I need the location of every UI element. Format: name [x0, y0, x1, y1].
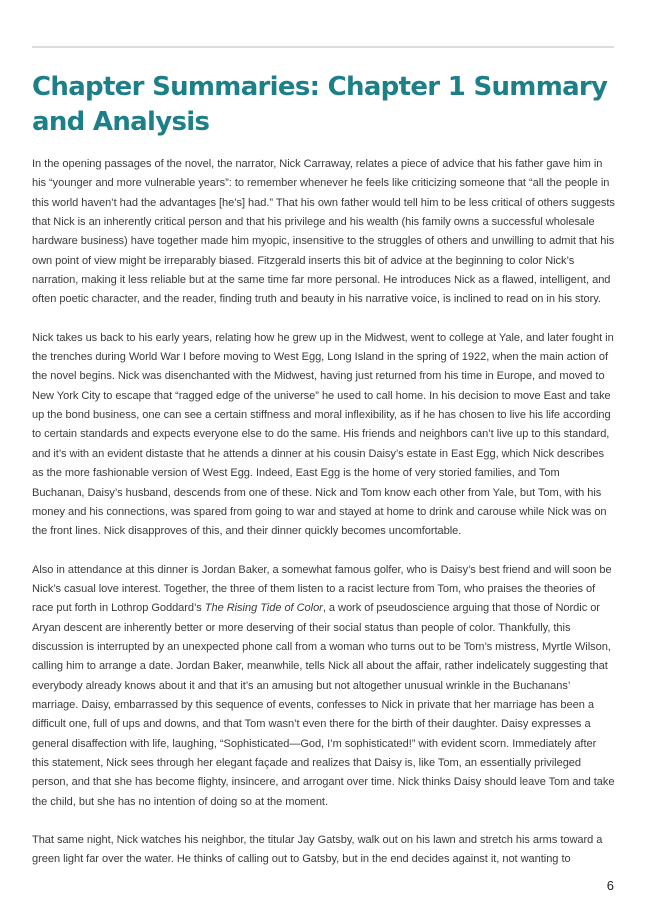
paragraph-3-text-before: Also in attendance at this dinner is Jordan Baker, a somewhat famous golfer, who is Daisy’s best friend and will soon be Nick’s casual love interest. Together, the three of them listen to a racist lecture from Tom, who praises the theories of race put forth in Lothrop Goddard’s: [32, 563, 612, 615]
document-body: [32, 155, 615, 889]
paragraph-2: Nick takes us back to his early years, relating how he grew up in the Midwest, went to college at Yale, and later fought in the trenches during World War I before moving to West Egg, Long Island in the spring of 1922, when the main action of the novel begins. Nick was disenchanted with the Midwest, having just returned from his time in Europe, and moved to New York City to escape that “ragged edge of the universe” he used to call home. In his decision to move East and take up the bond business, one can see a certain stiffness and moral inflexibility, as if he has chosen to live his life according to certain standards and expects everyone else to do the same. His friends and neighbors can’t live up to this standard, and it’s with an evident distaste that he attends a dinner at his cousin Daisy’s estate in East Egg, which Nick describes as the more fashionable version of West Egg. Indeed, East Egg is the home of very storied families, and Tom Buchanan, Daisy’s husband, descends from one of these. Nick and Tom know each other from Yale, but Tom, with his money and his connections, was spared from going to war and stayed at home to drink and carouse while Nick was on the front lines. Nick disapproves of this, and their dinner quickly becomes uncomfortable.: [32, 331, 614, 538]
paragraph-3-text-after: , a work of pseudoscience arguing that those of Nordic or Aryan descent are inherently better or more deserving of their social status than people of color. Thankfully, this discussion is interrupted by an unexpected phone call from a woman who turns out to be Tom’s mistress, Myrtle Wilson, calling him to arrange a date. Jordan Baker, meanwhile, tells Nick all about the affair, rather indelicately suggesting that everybody already knows about it and that it’s an amusing but not altogether unusual wrinkle in the Buchanans’ marriage. Daisy, embarrassed by this sequence of events, confesses to Nick in private that her marriage has been a difficult one, full of ups and downs, and that Tom wasn’t even there for the birth of their daughter. Daisy expresses a general disaffection with life, laughing, “Sophisticated—God, I’m sophisticated!” with evident scorn. Immediately after this statement, Nick sees through her elegant façade and realizes that Daisy is, like Tom, an essentially privileged person, and that she has become flighty, insincere, and arrogant over time. Nick thinks Daisy should leave Tom and take the child, but she has no intention of doing so at the moment.: [32, 602, 615, 808]
paragraph-3: [32, 561, 615, 812]
page-title: Chapter Summaries: Chapter 1 Summary and Analysis: [32, 72, 608, 137]
paragraph-4: That same night, Nick watches his neighbor, the titular Jay Gatsby, walk out on his lawn and stretch his arms toward a green light far over the water. He thinks of calling out to Gatsby, but in the end decides against it, not wanting to: [32, 834, 603, 866]
paragraph-1: In the opening passages of the novel, the narrator, Nick Carraway, relates a piece of advice that his father gave him in his “younger and more vulnerable years”: to remember whenever he feels like criticizing someone that “all the people in this world haven’t had the advantages [he’s] had.” That his own father would tell him to be less critical of others suggests that Nick is an inherently critical person and that his privilege and his wealth (his family owns a successful wholesale hardware business) have together made him myopic, insensitive to the struggles of others and unwilling to admit that his own point of view might be irreparably biased. Fitzgerald inserts this bit of advice at the beginning to color Nick’s narration, making it less reliable but at the same time far more personal. He introduces Nick as a flawed, intelligent, and often poetic character, and the reader, finding truth and beauty in his narrative voice, is inclined to read on in his story.: [32, 158, 615, 306]
header-divider: [32, 46, 614, 48]
book-title-italic: The Rising Tide of Color: [204, 602, 323, 615]
page-number: 6: [606, 878, 614, 893]
